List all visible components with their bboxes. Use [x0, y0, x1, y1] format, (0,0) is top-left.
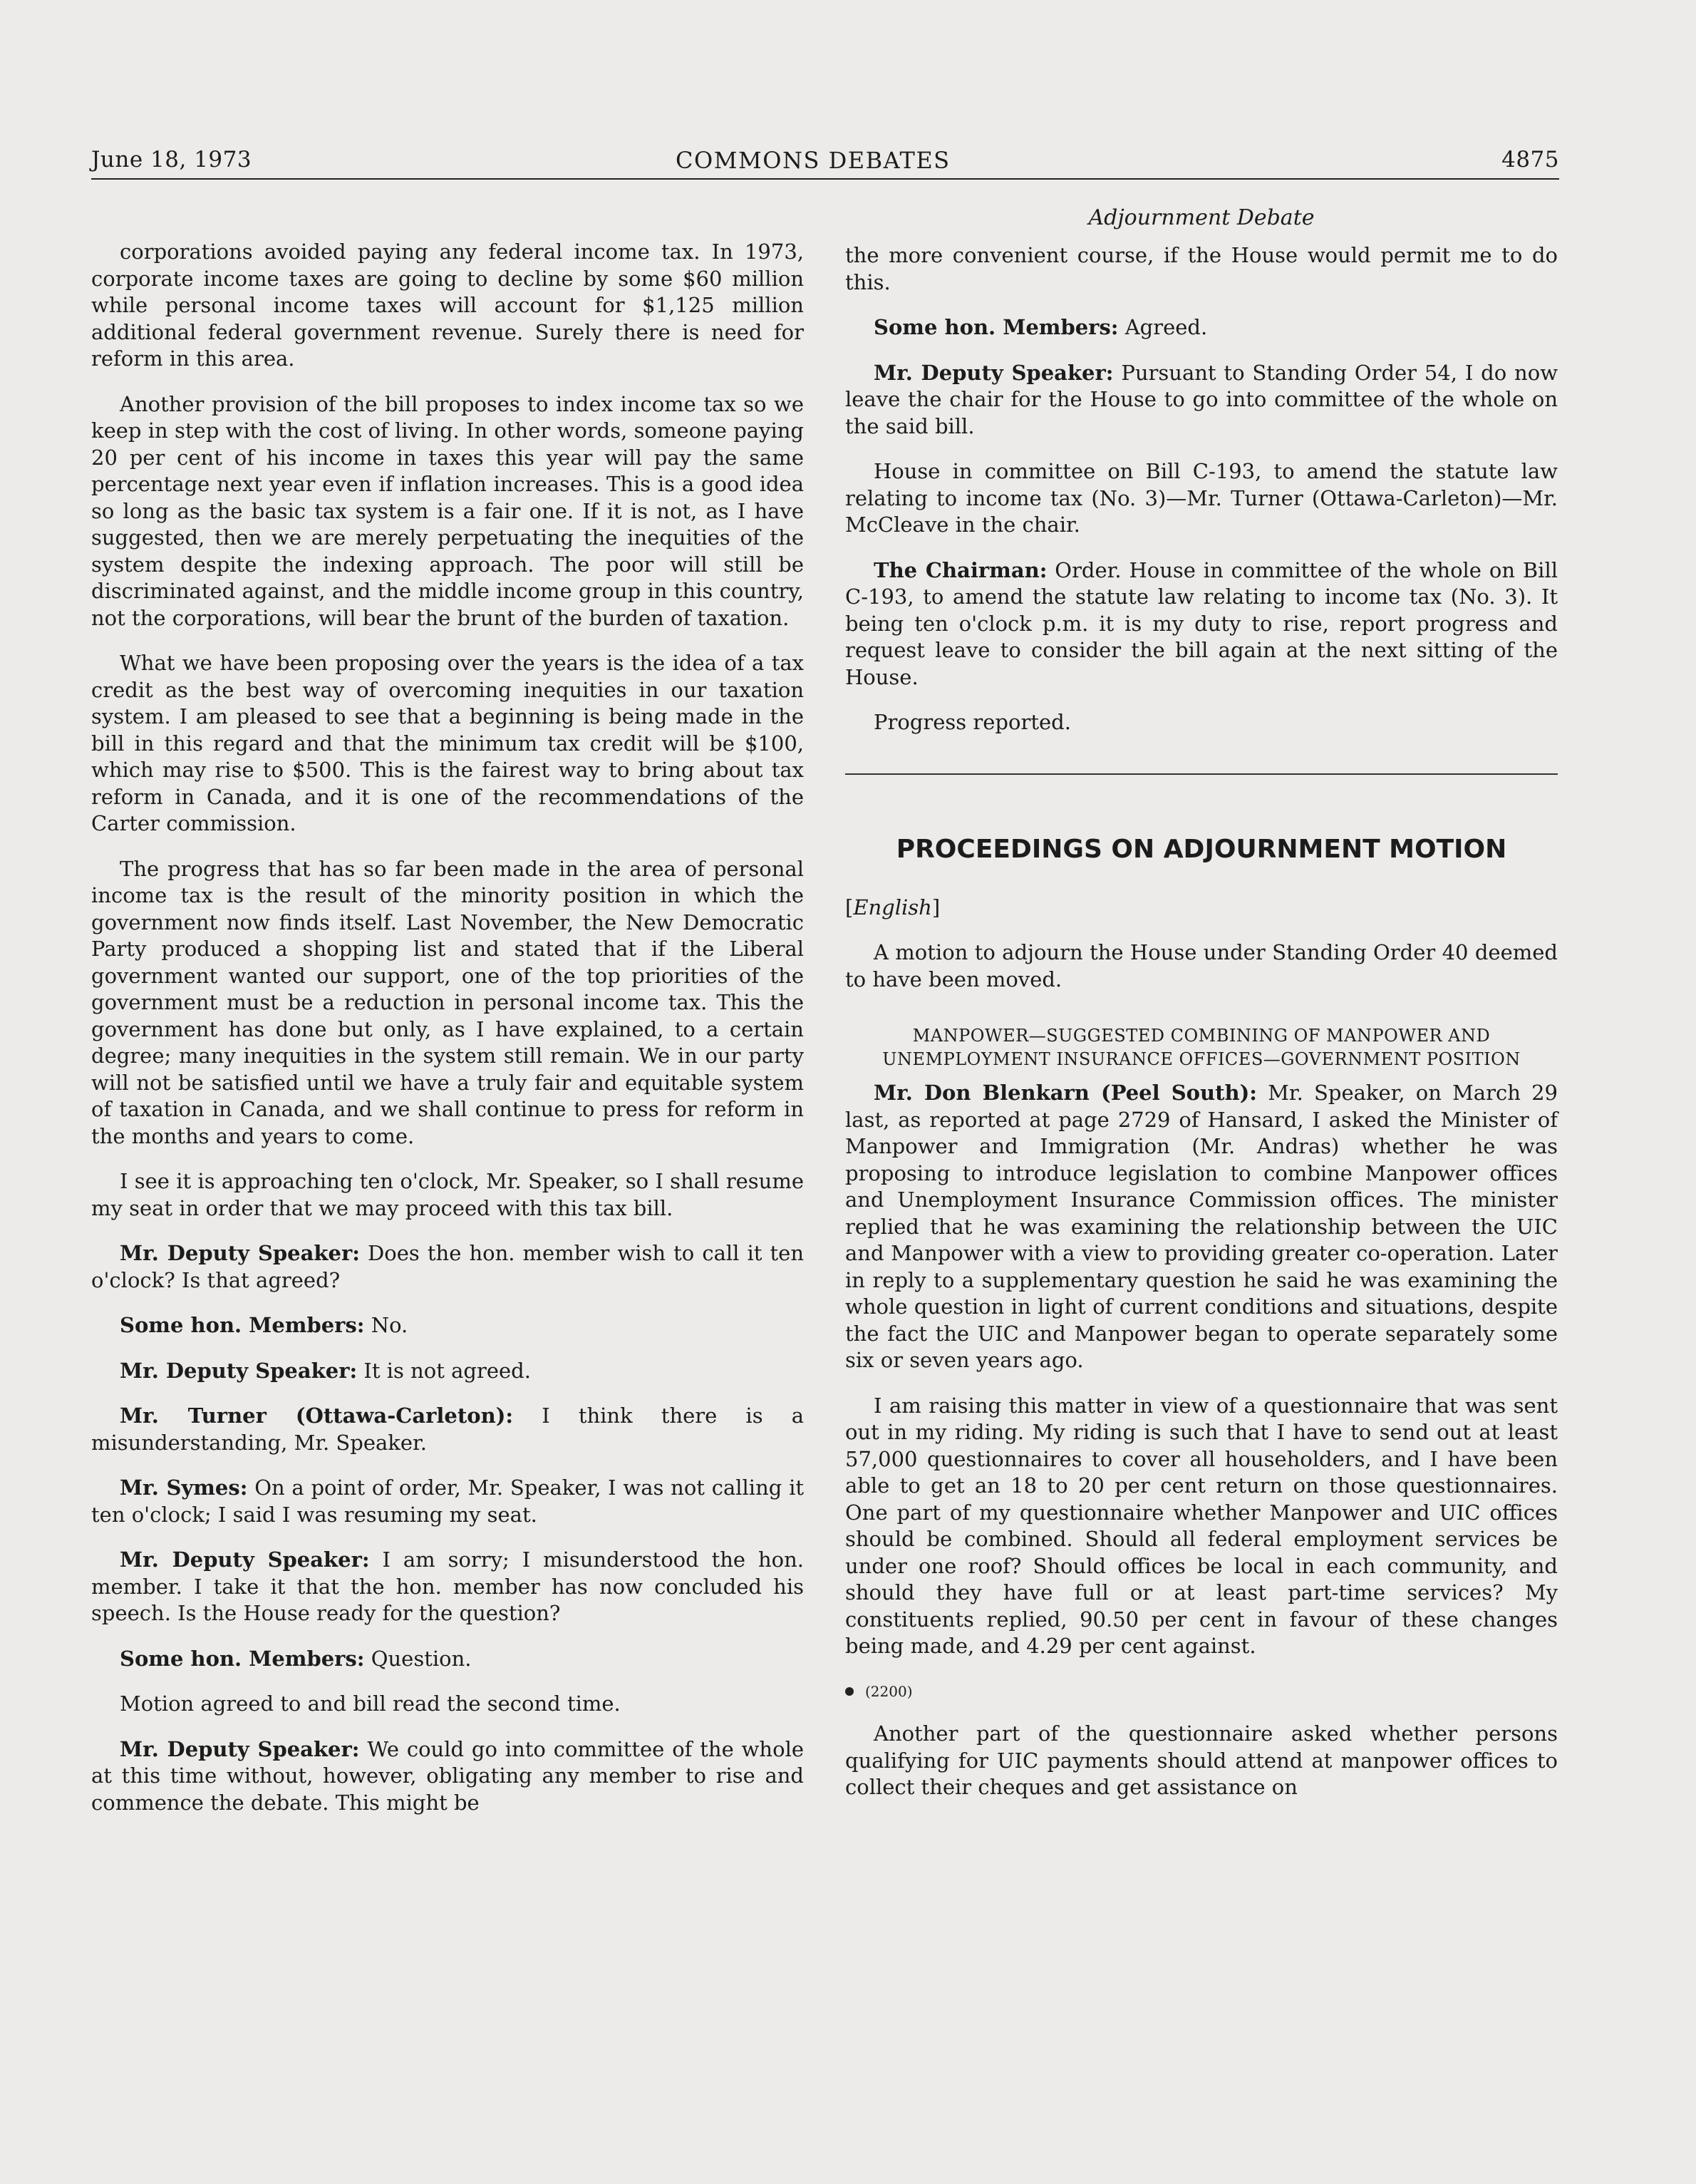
paragraph-text: What we have been proposing over the years is the idea of a tax credit as the best way of overcoming inequities in our taxation system. I am pleased to see that a beginning is being made in the bill in this regard and that the minimum tax credit will be $100, which may rise to $500. This is the fairest way to bring about tax reform in Canada, and it is one of the recommendations of the Carter commission. [91, 651, 804, 835]
speaker-name: Mr. Deputy Speaker: [120, 1358, 358, 1383]
paragraph [91, 1168, 804, 1222]
paragraph [845, 557, 1558, 691]
paragraph [91, 1691, 804, 1718]
paragraph [845, 1080, 1558, 1374]
speaker-name: Some hon. Members: [120, 1646, 365, 1671]
header-rule [91, 178, 1559, 180]
page-header [91, 144, 1559, 180]
paragraph-text: I am raising this matter in view of a questionnaire that was sent out in my riding. My riding is such that I have to send out at least 57,000 questionnaires to cover all householders, and I have been able to get an 18 to 20 per cent return on those questionnaires. One part of my questionnaire whether Manpower and UIC offices should be combined. Should all federal employment services be under one roof? Should offices be local in each community, and should they have full or at least part-time services? My constituents replied, 90.50 per cent in favour of these changes being made, and 4.29 per cent against. [845, 1393, 1558, 1658]
paragraph-text: On a point of order, Mr. Speaker, I was not calling it ten o'clock; I said I was resuming my seat. [91, 1475, 805, 1527]
paragraph [845, 709, 1558, 736]
paragraph [91, 1358, 804, 1385]
paragraph [91, 1312, 804, 1339]
right-column-top [845, 242, 1558, 736]
paragraph-text: Question. [371, 1646, 472, 1671]
time-marker [845, 1679, 1558, 1706]
speaker-name: The Chairman: [874, 557, 1048, 582]
paragraph [91, 650, 804, 838]
language-label: English [853, 895, 932, 920]
paragraph-text: Mr. Speaker, on March 29 last, as reported at page 2729 of Hansard, I asked the Minister of Manpower and Immigration (Mr. Andras) whether he was proposing to introduce legislation to combine Manpower offices and Unemployment Insurance Commission offices. The minister replied that he was examining the relationship between the UIC and Manpower with a view to providing greater co-operation. Later in reply to a supplementary question he said he was examining the whole question in light of current conditions and situations, despite the fact the UIC and Manpower began to operate separately some six or seven years ago. [845, 1081, 1558, 1372]
page-number: 4875 [1501, 147, 1559, 172]
paragraph [91, 856, 804, 1150]
paragraph-text: the more convenient course, if the House would permit me to do this. [845, 243, 1558, 294]
bullet-icon [845, 1687, 854, 1696]
paragraph [91, 1646, 804, 1673]
speaker-name: Mr. Don Blenkarn (Peel South): [874, 1081, 1258, 1105]
paragraph [91, 1403, 804, 1456]
paragraph [91, 1240, 804, 1294]
speaker-name: Some hon. Members: [120, 1313, 365, 1337]
paragraph [845, 1721, 1558, 1801]
paragraph [91, 239, 804, 373]
paragraph [845, 458, 1558, 539]
paragraph [91, 1736, 804, 1817]
paragraph-text: House in committee on Bill C-193, to amend the statute law relating to income tax (No. 3)—Mr. Turner (Ottawa-Carleton)—Mr. McCleave in the chair. [845, 459, 1558, 537]
language-marker: [English] [845, 895, 941, 920]
paragraph-text: Progress reported. [874, 710, 1071, 734]
header-title: COMMONS DEBATES [676, 147, 951, 174]
speaker-name: Mr. Deputy Speaker: [120, 1547, 370, 1572]
paragraph-text: Pursuant to Standing Order 54, I do now leave the chair for the House to go into committee of the whole on the said bill. [845, 360, 1558, 438]
speaker-name: Mr. Deputy Speaker: [874, 360, 1114, 385]
speaker-name: Some hon. Members: [874, 315, 1119, 339]
paragraph-text: corporations avoided paying any federal income tax. In 1973, corporate income taxes are going to decline by some $60 million while personal income taxes will account for $1,125 million additional federal government revenue. Surely there is need for reform in this area. [91, 239, 804, 371]
debate-subheading: MANPOWER—SUGGESTED COMBINING OF MANPOWER AND UNEMPLOYMENT INSURANCE OFFICES—GOVERNMENT POSITION [882, 1026, 1521, 1069]
paragraph-text: No. [371, 1313, 408, 1337]
paragraph-text: The progress that has so far been made in the area of personal income tax is the result of the minority position in which the government now finds itself. Last November, the New Democratic Party produced a shopping list and stated that if the Liberal government wanted our support, one of the top priorities of the government must be a reduction in personal income tax. This the government has done but only, as I have explained, to a certain degree; many inequities in the system still remain. We in our party will not be satisfied until we have a truly fair and equitable system of taxation in Canada, and we shall continue to press for reform in the months and years to come. [91, 856, 804, 1148]
right-column-final [845, 1721, 1558, 1801]
speaker-name: Mr. Deputy Speaker: [120, 1736, 360, 1761]
paragraph-text: Another provision of the bill proposes to index income tax so we keep in step with the cost of living. In other words, someone paying 20 per cent of his income in taxes this year will pay the same percentage next year even if inflation increases. This is a good idea so long as the basic tax system is a fair one. If it is not, as I have suggested, then we are merely perpetuating the inequities of the system despite the indexing approach. The poor will still be discriminated against, and the middle income group in this country, not the corporations, will bear the brunt of the burden of taxation. [91, 391, 804, 630]
left-column [91, 239, 804, 1835]
paragraph-text: I see it is approaching ten o'clock, Mr. Speaker, so I shall resume my seat in order that we may proceed with this tax bill. [91, 1169, 804, 1220]
paragraph-text: Another part of the questionnaire asked whether persons qualifying for UIC payments should attend at manpower offices to collect their cheques and get assistance on [845, 1721, 1558, 1799]
paragraph-text: It is not agreed. [363, 1358, 531, 1383]
header-date: June 18, 1973 [91, 147, 252, 172]
paragraph-text: Order. House in committee of the whole on Bill C-193, to amend the statute law relating to income tax (No. 3). It being ten o'clock p.m. it is my duty to rise, report progress and request leave to consider the bill again at the next sitting of the House. [845, 557, 1558, 689]
speaker-name: Mr. Deputy Speaker: [120, 1241, 360, 1265]
section-intro: A motion to adjourn the House under Standing Order 40 deemed to have been moved. [845, 940, 1558, 991]
right-column [845, 242, 1558, 1820]
running-title: Adjournment Debate [1088, 205, 1315, 230]
section-divider [845, 773, 1558, 775]
time-marker-label: (2200) [865, 1682, 913, 1700]
paragraph-text: Agreed. [1124, 315, 1208, 339]
speaker-name: Mr. Symes: [120, 1475, 248, 1500]
paragraph-text: Motion agreed to and bill read the second time. [120, 1691, 621, 1716]
paragraph-text: I think there is a misunderstanding, Mr. Speaker. [91, 1403, 804, 1455]
paragraph [845, 242, 1558, 296]
paragraph [845, 314, 1558, 341]
right-column-bottom [845, 1080, 1558, 1660]
paragraph-text: We could go into committee of the whole at this time without, however, obligating any member to rise and commence the debate. This might be [91, 1736, 805, 1815]
paragraph [91, 1475, 804, 1528]
paragraph [91, 1547, 804, 1627]
paragraph-text: Does the hon. member wish to call it ten o'clock? Is that agreed? [91, 1241, 805, 1292]
paragraph [845, 360, 1558, 441]
paragraph [845, 1393, 1558, 1660]
section-title: PROCEEDINGS ON ADJOURNMENT MOTION [896, 834, 1507, 864]
speaker-name: Mr. Turner (Ottawa-Carleton): [120, 1403, 514, 1428]
paragraph [91, 391, 804, 632]
paragraph-text: I am sorry; I misunderstood the hon. member. I take it that the hon. member has now concluded his speech. Is the House ready for the question? [91, 1547, 805, 1625]
